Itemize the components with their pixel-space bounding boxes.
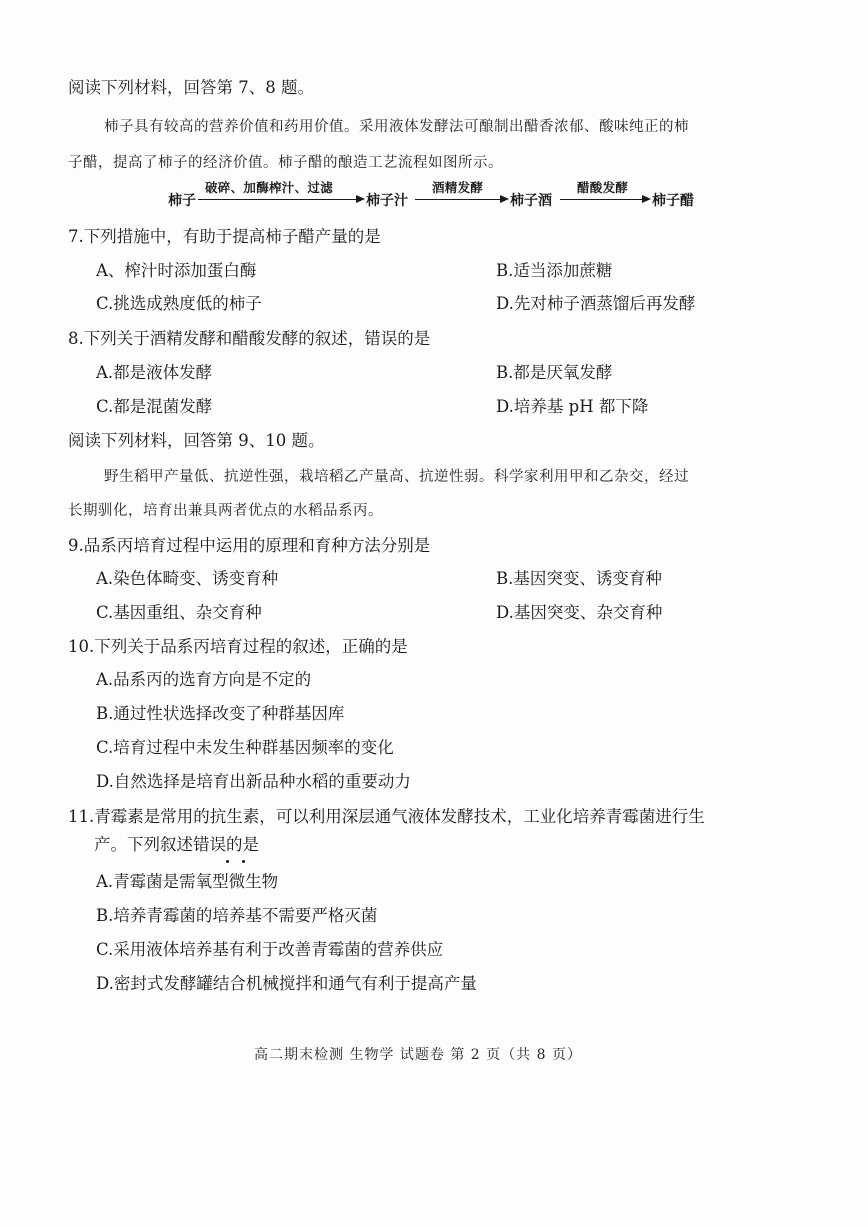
question-7-option-a: A、榨汁时添加蛋白酶 <box>96 261 257 280</box>
question-9-option-c: C.基因重组、杂交育种 <box>96 603 262 622</box>
page-footer: 高二期末检测 生物学 试题卷 第 2 页（共 8 页） <box>254 1047 582 1063</box>
question-9-option-a: A.染色体畸变、诱变育种 <box>96 569 279 588</box>
flow-step-1-label: 破碎、加酶榨汁、过滤 <box>205 180 334 195</box>
arrow-head-icon <box>500 195 509 203</box>
question-11-stem-line-2: 产。下列叙述错误的是 <box>94 835 259 854</box>
material-2-line-1: 野生稻甲产量低、抗逆性强，栽培稻乙产量高、抗逆性弱。科学家利用甲和乙杂交，经过 <box>104 469 689 485</box>
flow-step-3-label: 醋酸发酵 <box>577 180 629 195</box>
question-11-stem-line-1: 11.青霉素是常用的抗生素，可以利用深层通气液体发酵技术，工业化培养青霉菌进行生 <box>68 807 705 826</box>
question-10-option-c: C.培育过程中未发生种群基因频率的变化 <box>96 738 394 757</box>
question-9-option-b: B.基因突变、诱变育种 <box>496 569 662 588</box>
question-7-option-d: D.先对柿子酒蒸馏后再发酵 <box>496 294 696 313</box>
question-11-option-c: C.采用液体培养基有利于改善青霉菌的营养供应 <box>96 940 444 959</box>
question-10-option-a: A.品系丙的选育方向是不定的 <box>96 670 312 689</box>
material-1-line-1: 柿子具有较高的营养价值和药用价值。采用液体发酵法可酿制出醋香浓郁、酸味纯正的柿 <box>104 119 689 135</box>
question-10-option-d: D.自然选择是培育出新品种水稻的重要动力 <box>96 772 411 791</box>
question-9-stem: 9.品系丙培育过程中运用的原理和育种方法分别是 <box>68 536 431 555</box>
flow-node-persimmon-wine: 柿子酒 <box>510 193 552 209</box>
question-10-option-b: B.通过性状选择改变了种群基因库 <box>96 704 345 723</box>
question-11-option-b: B.培养青霉菌的培养基不需要严格灭菌 <box>96 906 378 925</box>
flow-arrow-1 <box>198 199 356 200</box>
question-9-option-d: D.基因突变、杂交育种 <box>496 603 663 622</box>
flow-arrow-2 <box>415 199 500 200</box>
question-8-option-d: D.培养基 pH 都下降 <box>496 397 649 416</box>
material-2-line-2: 长期驯化，培育出兼具两者优点的水稻品系丙。 <box>68 503 383 519</box>
question-8-stem: 8.下列关于酒精发酵和醋酸发酵的叙述，错误的是 <box>68 329 431 348</box>
question-7-stem: 7.下列措施中，有助于提高柿子醋产量的是 <box>68 227 381 246</box>
question-8-option-b: B.都是厌氧发酵 <box>496 363 613 382</box>
flow-node-persimmon-vinegar: 柿子醋 <box>652 193 694 209</box>
question-10-stem: 10.下列关于品系丙培育过程的叙述，正确的是 <box>68 637 408 656</box>
question-8-option-a: A.都是液体发酵 <box>96 363 213 382</box>
flow-node-persimmon-juice: 柿子汁 <box>366 193 408 209</box>
arrow-head-icon <box>642 195 651 203</box>
flow-node-persimmon: 柿子 <box>168 193 196 209</box>
reading-intro-9-10: 阅读下列材料，回答第 9、10 题。 <box>68 431 325 450</box>
arrow-head-icon <box>356 195 365 203</box>
emphasis-dot-icon <box>226 860 229 863</box>
flow-step-2-label: 酒精发酵 <box>432 180 484 195</box>
material-1-line-2: 子醋，提高了柿子的经济价值。柿子醋的酿造工艺流程如图所示。 <box>68 155 503 171</box>
question-11-option-a: A.青霉菌是需氧型微生物 <box>96 872 279 891</box>
emphasis-dot-icon <box>242 860 245 863</box>
question-7-option-c: C.挑选成熟度低的柿子 <box>96 294 262 313</box>
reading-intro-7-8: 阅读下列材料，回答第 7、8 题。 <box>68 78 314 97</box>
question-8-option-c: C.都是混菌发酵 <box>96 397 213 416</box>
question-11-option-d: D.密封式发酵罐结合机械搅拌和通气有利于提高产量 <box>96 974 477 993</box>
flow-arrow-3 <box>560 199 642 200</box>
question-7-option-b: B.适当添加蔗糖 <box>496 261 613 280</box>
